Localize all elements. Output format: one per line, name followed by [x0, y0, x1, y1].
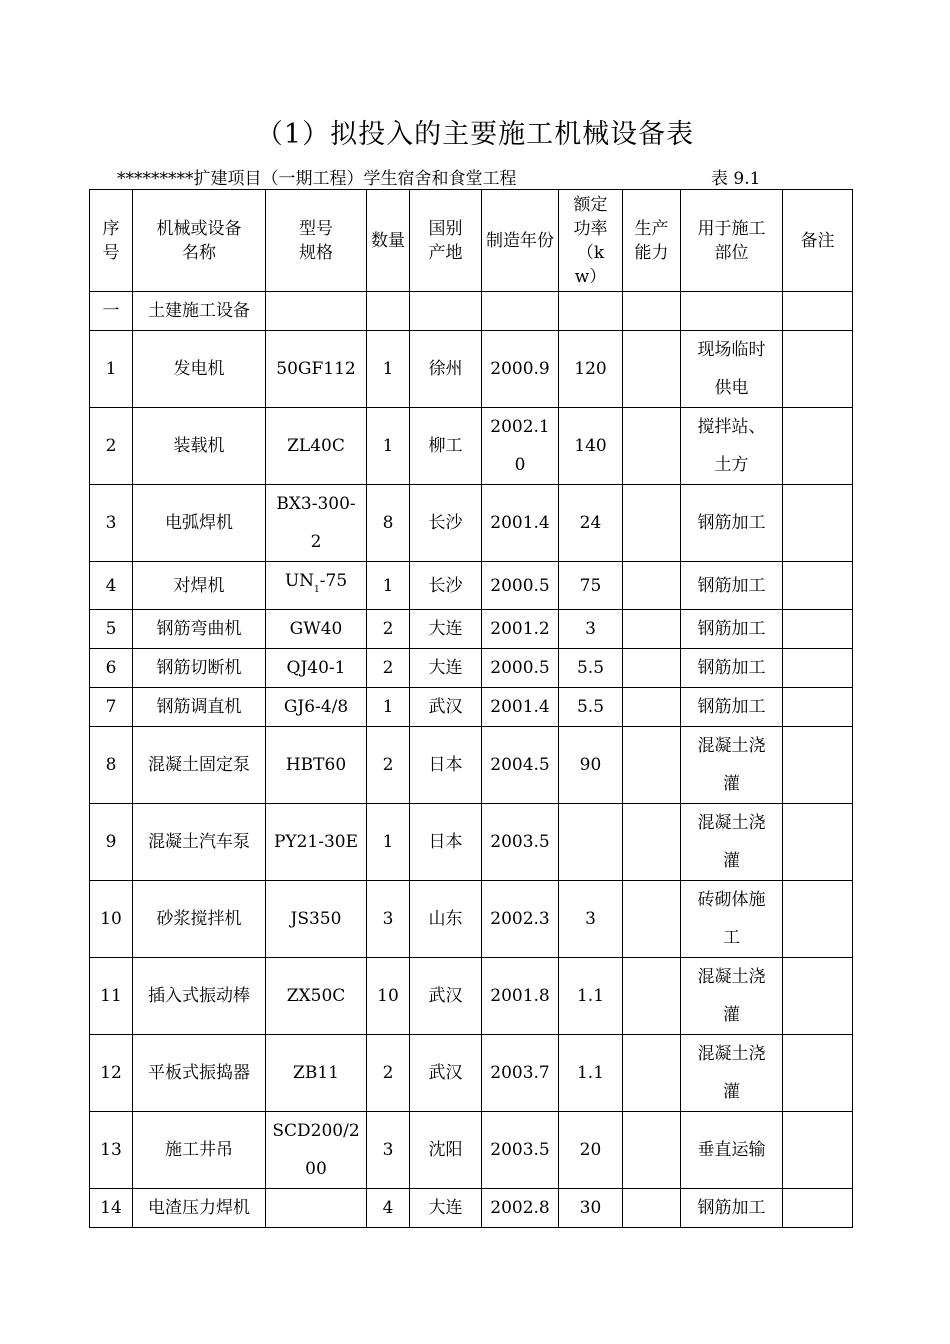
cell-year: 2001.8: [482, 958, 559, 1035]
header-usage: 用于施工部位: [681, 190, 783, 292]
header-no: 序号: [90, 190, 133, 292]
cell-qty: 4: [367, 1189, 410, 1228]
cell-name: 发电机: [133, 331, 266, 408]
cell-name: 装载机: [133, 408, 266, 485]
cell-year: 2000.5: [482, 562, 559, 610]
cell-power: 90: [559, 727, 623, 804]
table-row: [90, 649, 853, 688]
table-row: [90, 1112, 853, 1189]
cell-model: BX3-300-2: [266, 485, 367, 562]
table-row: [90, 804, 853, 881]
header-capacity: 生产能力: [623, 190, 681, 292]
cell-origin: 大连: [410, 610, 482, 649]
cell-year: 2002.10: [482, 408, 559, 485]
cell-note: [783, 485, 853, 562]
header-year: 制造年份: [482, 190, 559, 292]
cell-usage: 砖砌体施工: [681, 881, 783, 958]
cell-model: ZX50C: [266, 958, 367, 1035]
cell-qty: 1: [367, 688, 410, 727]
cell-usage: 钢筋加工: [681, 485, 783, 562]
section-no: 一: [90, 292, 133, 331]
table-caption: [117, 164, 767, 188]
cell-usage: 钢筋加工: [681, 1189, 783, 1228]
cell-capacity: [623, 804, 681, 881]
cell-capacity: [623, 562, 681, 610]
cell-power: [559, 804, 623, 881]
table-row: [90, 1035, 853, 1112]
header-model: 型号规格: [266, 190, 367, 292]
cell-power: 30: [559, 1189, 623, 1228]
cell-year: 2003.5: [482, 804, 559, 881]
cell-note: [783, 331, 853, 408]
cell-year: 2002.8: [482, 1189, 559, 1228]
cell-capacity: [623, 331, 681, 408]
cell-model: [266, 562, 367, 610]
cell-name: 对焊机: [133, 562, 266, 610]
cell-capacity: [623, 610, 681, 649]
cell-model: QJ40-1: [266, 649, 367, 688]
cell-qty: 2: [367, 610, 410, 649]
cell-name: 混凝土固定泵: [133, 727, 266, 804]
cell-no: 5: [90, 610, 133, 649]
cell-no: 9: [90, 804, 133, 881]
cell-power: 5.5: [559, 688, 623, 727]
header-power: 额定功率（kw）: [559, 190, 623, 292]
table-row: [90, 727, 853, 804]
cell-capacity: [623, 485, 681, 562]
cell-model: HBT60: [266, 727, 367, 804]
cell-note: [783, 610, 853, 649]
cell-note: [783, 562, 853, 610]
cell-usage: 搅拌站、土方: [681, 408, 783, 485]
cell-qty: 2: [367, 727, 410, 804]
project-name: *********扩建项目（一期工程）学生宿舍和食堂工程: [117, 169, 517, 189]
cell-usage: 钢筋加工: [681, 688, 783, 727]
cell-model: [266, 1189, 367, 1228]
cell-note: [783, 727, 853, 804]
cell-usage: 垂直运输: [681, 1112, 783, 1189]
table-row: [90, 1189, 853, 1228]
cell-no: 11: [90, 958, 133, 1035]
cell-capacity: [623, 958, 681, 1035]
cell-origin: 大连: [410, 649, 482, 688]
cell-qty: 8: [367, 485, 410, 562]
section-row: [90, 292, 853, 331]
cell-qty: 2: [367, 649, 410, 688]
cell-capacity: [623, 688, 681, 727]
cell-usage: 混凝土浇灌: [681, 727, 783, 804]
page-title: （1）拟投入的主要施工机械设备表: [255, 119, 695, 150]
cell-model: ZB11: [266, 1035, 367, 1112]
cell-origin: 武汉: [410, 1035, 482, 1112]
cell-capacity: [623, 727, 681, 804]
cell-model: GW40: [266, 610, 367, 649]
cell-usage: 混凝土浇灌: [681, 804, 783, 881]
cell-name: 混凝土汽车泵: [133, 804, 266, 881]
model-subscript: 1: [314, 585, 320, 595]
cell-origin: 大连: [410, 1189, 482, 1228]
table-row: [90, 881, 853, 958]
cell-no: 6: [90, 649, 133, 688]
table-row: [90, 688, 853, 727]
cell-year: 2000.9: [482, 331, 559, 408]
cell-qty: 2: [367, 1035, 410, 1112]
cell-qty: 1: [367, 408, 410, 485]
cell-model: PY21-30E: [266, 804, 367, 881]
cell-model: JS350: [266, 881, 367, 958]
cell-usage: 混凝土浇灌: [681, 1035, 783, 1112]
cell-origin: 日本: [410, 804, 482, 881]
cell-power: 20: [559, 1112, 623, 1189]
cell-qty: 1: [367, 562, 410, 610]
cell-no: 12: [90, 1035, 133, 1112]
cell-year: 2000.5: [482, 649, 559, 688]
section-name: 土建施工设备: [133, 292, 266, 331]
cell-model: ZL40C: [266, 408, 367, 485]
cell-no: 3: [90, 485, 133, 562]
cell-capacity: [623, 1035, 681, 1112]
cell-year: 2003.7: [482, 1035, 559, 1112]
cell-year: 2001.4: [482, 688, 559, 727]
table-row: [90, 485, 853, 562]
cell-no: 14: [90, 1189, 133, 1228]
cell-name: 钢筋切断机: [133, 649, 266, 688]
cell-model: GJ6-4/8: [266, 688, 367, 727]
cell-usage: 钢筋加工: [681, 610, 783, 649]
cell-qty: 3: [367, 881, 410, 958]
cell-name: 钢筋弯曲机: [133, 610, 266, 649]
cell-note: [783, 958, 853, 1035]
cell-year: 2004.5: [482, 727, 559, 804]
header-origin: 国别产地: [410, 190, 482, 292]
table-row: [90, 331, 853, 408]
cell-qty: 10: [367, 958, 410, 1035]
cell-origin: 武汉: [410, 688, 482, 727]
cell-power: 3: [559, 881, 623, 958]
cell-note: [783, 881, 853, 958]
cell-note: [783, 688, 853, 727]
table-number: 表 9.1: [711, 169, 761, 189]
cell-capacity: [623, 1189, 681, 1228]
cell-origin: 山东: [410, 881, 482, 958]
header-qty: 数量: [367, 190, 410, 292]
cell-no: 10: [90, 881, 133, 958]
table-row: [90, 408, 853, 485]
cell-no: 2: [90, 408, 133, 485]
cell-capacity: [623, 1112, 681, 1189]
cell-capacity: [623, 649, 681, 688]
cell-name: 插入式振动棒: [133, 958, 266, 1035]
cell-power: 140: [559, 408, 623, 485]
cell-no: 1: [90, 331, 133, 408]
cell-origin: 武汉: [410, 958, 482, 1035]
cell-origin: 长沙: [410, 485, 482, 562]
header-note: 备注: [783, 190, 853, 292]
cell-origin: 柳工: [410, 408, 482, 485]
cell-usage: 混凝土浇灌: [681, 958, 783, 1035]
cell-name: 电渣压力焊机: [133, 1189, 266, 1228]
model-tail: -75: [319, 571, 348, 591]
table-row: [90, 610, 853, 649]
cell-power: 5.5: [559, 649, 623, 688]
cell-model: 50GF112: [266, 331, 367, 408]
cell-year: 2003.5: [482, 1112, 559, 1189]
cell-power: 1.1: [559, 958, 623, 1035]
cell-name: 电弧焊机: [133, 485, 266, 562]
table-row: [90, 562, 853, 610]
cell-usage: 钢筋加工: [681, 562, 783, 610]
cell-note: [783, 804, 853, 881]
cell-usage: 现场临时供电: [681, 331, 783, 408]
cell-power: 75: [559, 562, 623, 610]
cell-usage: 钢筋加工: [681, 649, 783, 688]
cell-year: 2001.4: [482, 485, 559, 562]
cell-no: 8: [90, 727, 133, 804]
cell-year: 2001.2: [482, 610, 559, 649]
cell-no: 4: [90, 562, 133, 610]
cell-origin: 徐州: [410, 331, 482, 408]
cell-power: 3: [559, 610, 623, 649]
cell-note: [783, 649, 853, 688]
cell-model: SCD200/200: [266, 1112, 367, 1189]
cell-qty: 1: [367, 331, 410, 408]
model-main: UN: [284, 571, 315, 591]
cell-year: 2002.3: [482, 881, 559, 958]
cell-note: [783, 408, 853, 485]
cell-name: 钢筋调直机: [133, 688, 266, 727]
cell-name: 施工井吊: [133, 1112, 266, 1189]
cell-qty: 3: [367, 1112, 410, 1189]
cell-name: 平板式振捣器: [133, 1035, 266, 1112]
cell-capacity: [623, 408, 681, 485]
cell-capacity: [623, 881, 681, 958]
cell-no: 7: [90, 688, 133, 727]
cell-origin: 沈阳: [410, 1112, 482, 1189]
cell-origin: 日本: [410, 727, 482, 804]
cell-name: 砂浆搅拌机: [133, 881, 266, 958]
cell-note: [783, 1035, 853, 1112]
header-name: 机械或设备名称: [133, 190, 266, 292]
cell-power: 120: [559, 331, 623, 408]
cell-origin: 长沙: [410, 562, 482, 610]
cell-power: 24: [559, 485, 623, 562]
equipment-table: [89, 189, 853, 1228]
cell-note: [783, 1189, 853, 1228]
cell-no: 13: [90, 1112, 133, 1189]
cell-note: [783, 1112, 853, 1189]
header-row: [90, 190, 853, 292]
table-row: [90, 958, 853, 1035]
cell-qty: 1: [367, 804, 410, 881]
cell-power: 1.1: [559, 1035, 623, 1112]
